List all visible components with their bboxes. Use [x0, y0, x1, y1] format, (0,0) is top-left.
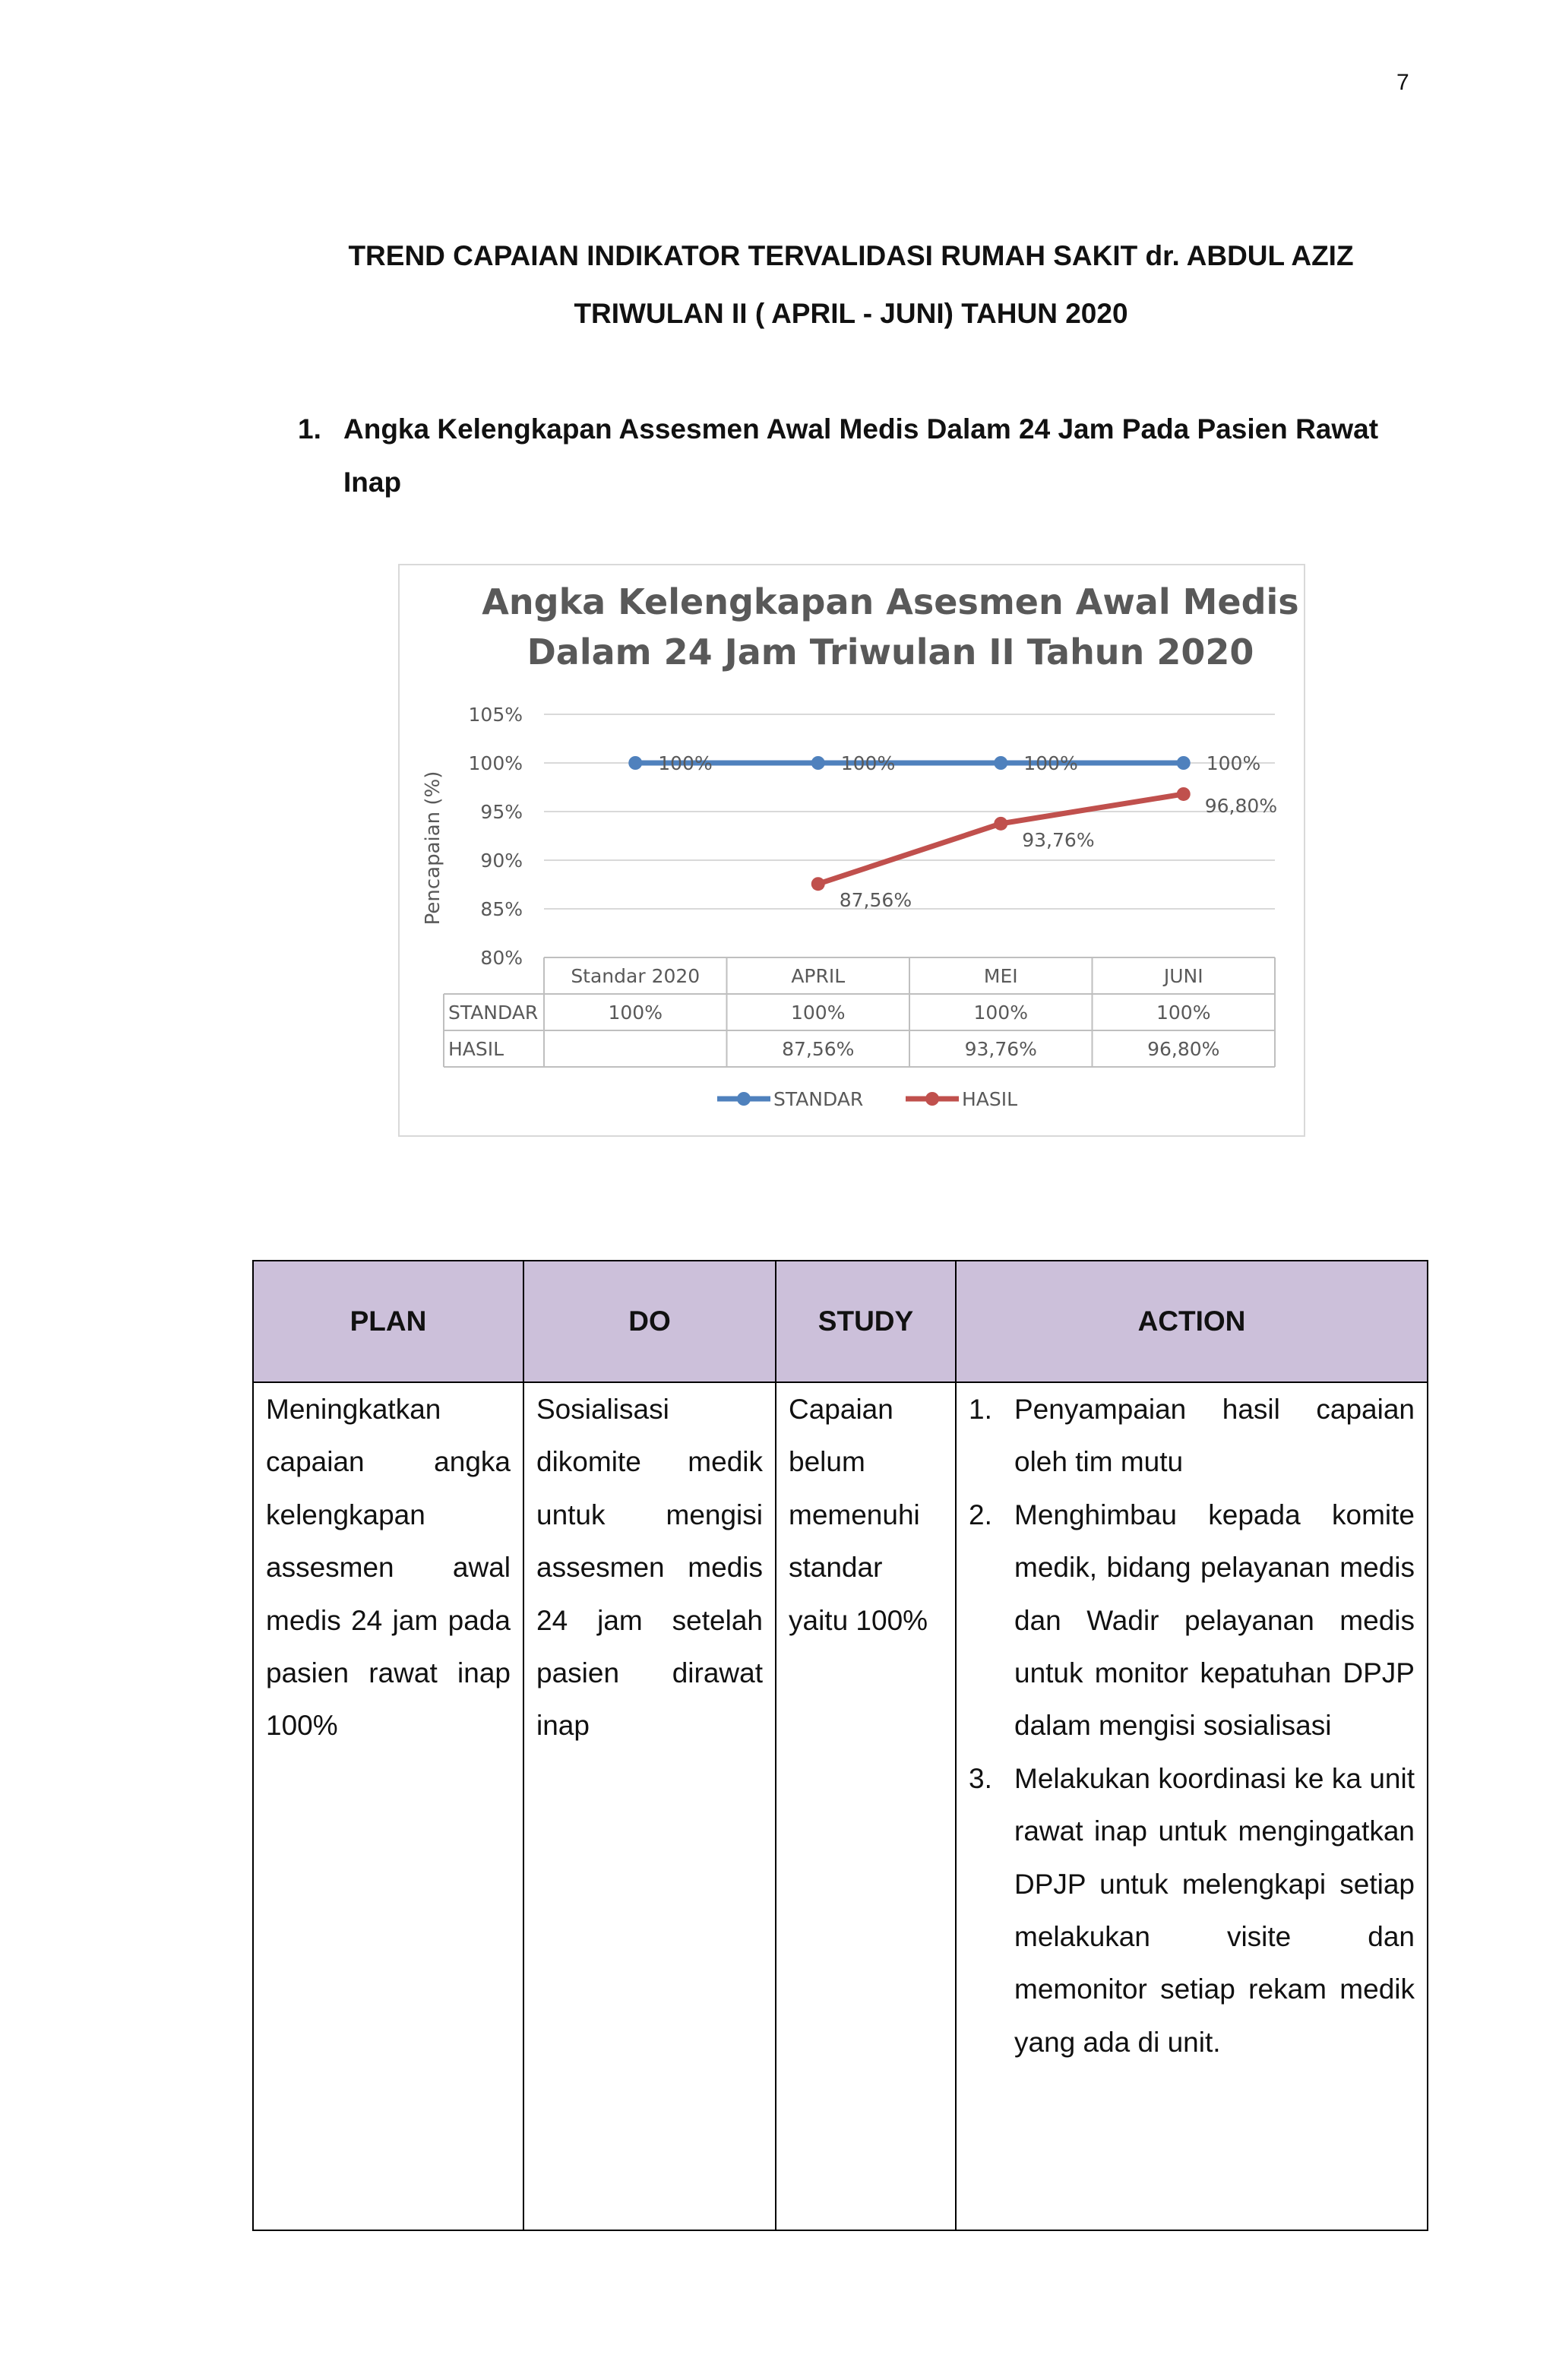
pdca-header-row: [253, 1261, 1428, 1382]
data-point-hasil: [1177, 787, 1191, 801]
y-tick-label: 90%: [480, 850, 523, 872]
legend-label: STANDAR: [773, 1088, 864, 1110]
action-item-number: 1.: [969, 1394, 992, 1425]
action-item: [969, 1489, 1415, 1752]
data-label: 100%: [658, 752, 713, 774]
legend-marker-hasil: [925, 1092, 939, 1106]
table-value: 93,76%: [964, 1038, 1037, 1060]
table-value: 96,80%: [1147, 1038, 1220, 1060]
legend-marker-standar: [737, 1092, 751, 1106]
chart-title-line-2: Dalam 24 Jam Triwulan II Tahun 2020: [527, 631, 1254, 673]
data-label: 100%: [1206, 752, 1261, 774]
document-heading-line-2: TRIWULAN II ( APRIL - JUNI) TAHUN 2020: [574, 298, 1128, 329]
page-number: 7: [1396, 70, 1409, 95]
data-point-hasil: [994, 817, 1007, 831]
data-label: 96,80%: [1204, 794, 1278, 817]
plan-cell: Meningkatkan capaian angka kelengkapan assesmen awal medis 24 jam pada pasien rawat inap 100%: [253, 1382, 523, 2230]
action-header: ACTION: [956, 1261, 1428, 1382]
action-item-number: 3.: [969, 1762, 992, 1794]
x-category-label: MEI: [983, 965, 1018, 987]
document-heading-line-1: TREND CAPAIAN INDIKATOR TERVALIDASI RUMAH SAKIT dr. ABDUL AZIZ: [348, 240, 1354, 271]
x-category-label: APRIL: [791, 965, 846, 987]
pdca-body-row: [253, 1382, 1428, 2230]
table-value: 100%: [973, 1002, 1028, 1024]
action-item-text: Menghimbau kepada komite medik, bidang pelayanan medis dan Wadir pelayanan medis untuk monitor kepatuhan DPJP dalam mengisi sosialisasi: [1014, 1499, 1415, 1742]
table-value: 87,56%: [782, 1038, 855, 1060]
do-cell: Sosialisasi dikomite medik untuk mengisi assesmen medis 24 jam setelah pasien dirawat inap: [523, 1382, 776, 2230]
chart-container: [398, 564, 1305, 1137]
data-point-standar: [811, 756, 825, 770]
data-point-hasil: [811, 877, 825, 891]
chart-title-line-1: Angka Kelengkapan Asesmen Awal Medis: [482, 581, 1299, 622]
action-item-text: Melakukan koordinasi ke ka unit rawat inap untuk mengingatkan DPJP untuk melengkapi setiap melakukan visite dan memonitor setiap rekam medik yang ada di unit.: [1014, 1762, 1415, 2058]
action-item: [969, 1752, 1415, 2068]
data-label: 93,76%: [1022, 828, 1095, 851]
x-category-label: JUNI: [1163, 965, 1203, 987]
data-point-standar: [1177, 756, 1191, 770]
table-value: 100%: [1156, 1002, 1211, 1024]
table-series-name: HASIL: [448, 1038, 504, 1060]
legend-label: HASIL: [962, 1088, 1018, 1110]
table-series-name: STANDAR: [448, 1002, 539, 1024]
action-cell: [956, 1382, 1428, 2230]
line-chart: [400, 565, 1304, 1135]
action-item-number: 2.: [969, 1499, 992, 1530]
action-item: [969, 1383, 1415, 1489]
section-number: 1.: [298, 413, 321, 445]
y-tick-label: 85%: [480, 898, 523, 920]
y-tick-label: 105%: [468, 704, 523, 726]
table-value: 100%: [608, 1002, 663, 1024]
y-axis-label: Pencapaian (%): [422, 771, 444, 926]
y-tick-label: 100%: [468, 752, 523, 774]
data-label: 100%: [840, 752, 896, 774]
section-title-text: Angka Kelengkapan Assesmen Awal Medis Dalam 24 Jam Pada Pasien Rawat Inap: [343, 413, 1379, 498]
data-label: 100%: [1023, 752, 1078, 774]
plan-header: PLAN: [253, 1261, 523, 1382]
study-cell: Capaian belum memenuhi standar yaitu 100%: [776, 1382, 956, 2230]
study-header: STUDY: [776, 1261, 956, 1382]
data-point-standar: [628, 756, 642, 770]
table-value: 100%: [791, 1002, 846, 1024]
data-point-standar: [994, 756, 1007, 770]
action-list: [969, 1383, 1415, 2068]
series-line-hasil: [818, 794, 1184, 884]
y-tick-label: 80%: [480, 947, 523, 969]
x-category-label: Standar 2020: [571, 965, 701, 987]
action-item-text: Penyampaian hasil capaian oleh tim mutu: [1014, 1394, 1415, 1478]
do-header: DO: [523, 1261, 776, 1382]
pdca-table: [252, 1260, 1428, 2231]
y-tick-label: 95%: [480, 801, 523, 823]
data-label: 87,56%: [839, 889, 912, 912]
